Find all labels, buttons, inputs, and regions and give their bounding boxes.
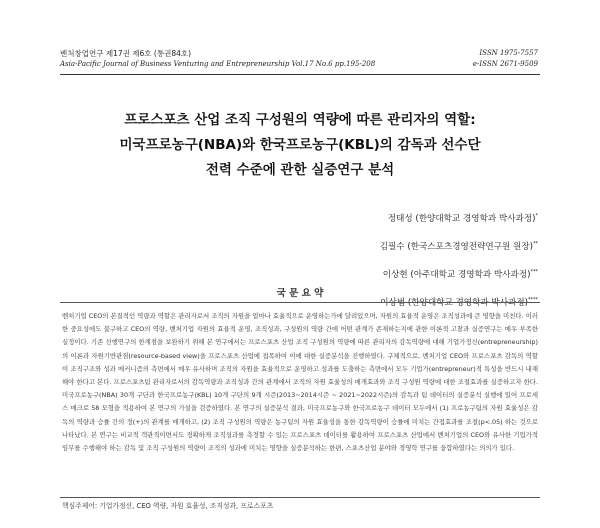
title-line-1: 프로스포츠 산업 조직 구성원의 역량에 따른 관리자의 역할: [124,112,476,128]
journal-name-english: Asia-Pacific Journal of Business Venturing and Entrepreneurship Vol.17 No.6 pp.195-208 [60,60,376,68]
author-affiliation: (한양대학교 경영학과 박사과정) [415,213,536,224]
abstract-top-rule [60,302,540,303]
header-rule [60,74,540,75]
eissn: e-ISSN 2671-9509 [472,60,538,68]
keywords [62,500,273,510]
author-affiliation: (한국스포츠경영전략연구원 원장) [407,241,533,252]
abstract-body: 벤처기업 CEO의 본질적인 역량과 역할은 관리자로서 조직의 자원을 얼마나 효율적으로 운영하는가에 달려있으며, 자원의 효율적 운영은 조직성과에 큰 영향을 미친다. 이러한 중요성에도 불구하고 CEO의 역량, 벤처기업 자원의 효율적 운영, 조직성과, 구성원의 역량 간에 어떤 관계가 존재하는지에 관한 이론적 고찰과 실증연구는 매우 부족한 실정이다. 기존 선행연구의 한계점을 보완하기 위해 본 연구에서는 프로스포츠 산업 조직 구성원의 역량에 따른 관리자의 감독역량에 대해 기업가정신(entrepreneurship)의 이론과 자원기반관점(resource-based view)을 프로스포츠 산업에 접목하여 이에 대한 실증분석을 진행하였다. 구체적으로, 벤처기업 CEO와 프로스포츠 감독의 역할이 조직구조와 성과 메커니즘의 측면에서 매우 유사하며 조직의 자원을 효율적으로 운영하고 성과를 도출하는 측면에서 모두 기업가(entrepreneur)적 특성을 반드시 내재해야 한다고 본다. 프로스포츠팀 관리자로서의 감독역량과 조직성과 간의 관계에서 조직의 자원 효율성의 매개효과와 조직 구성원 역량에 대한 조절효과를 실증하고자 한다. 미국프로농구(NBA) 30개 구단과 한국프로농구(KBL) 10개 구단의 9개 시즌(2013~2014시즌 ~ 2021~2022시즌)의 감독과 팀 데이터의 실증분석 실행에 있어 프로세스 매크로 58 모형을 적용하여 본 연구의 가설을 검증하였다. 본 연구의 실증분석 결과, 미국프로농구와 한국프로농구 데이터 모두에서 (1) 프로농구팀의 자원 효율성은 감독의 역량과 승률 간의 정(+)의 관계를 매개하고, (2) 조직 구성원의 역량은 농구팀의 자원 효율성을 통한 감독역량이 승률에 미치는 간접효과를 조절(p<.05) 하는 것으로 나타났다. 본 연구는 비교적 객관적이면서도 정확하게 조직성과를 측정할 수 있는 프로스포츠 데이터를 활용하여 프로스포츠 산업에서 벤처기업의 CEO와 유사한 기업가적 임무를 수행해야 하는 감독 및 조직 구성원의 역량이 조직의 성과에 미치는 영향을 실증분석하는 한편, 스포츠산업 분야와 경영학 연구를 융합하였다는 의의가 있다. [62,312,538,453]
journal-header [60,48,375,70]
issn: ISSN 1975-7557 [479,49,538,57]
author-row [238,232,538,260]
author-name: 이상범 [380,297,406,308]
author-row [238,260,538,288]
paper-title [60,108,540,183]
author-mark: ** [533,240,538,247]
author-affiliation: (한양대학교 경영학과 박사과정) [407,297,528,308]
author-mark: *** [530,268,538,275]
author-name: 김필수 [379,241,405,252]
author-mark: * [535,213,538,219]
keywords-text: 기업가정신, CEO 역량, 자원 효율성, 조직성과, 프로스포츠 [99,502,274,510]
author-mark: **** [528,296,538,303]
abstract-bottom-rule [60,497,540,498]
author-name: 정태성 [387,213,413,224]
title-line-3: 전력 수준에 관한 실증연구 분석 [205,162,395,178]
author-affiliation: (아주대학교 경영학과 박사과정) [410,269,531,280]
journal-name-korean: 벤처창업연구 제17권 제6호 (통권84호) [60,49,192,58]
author-name: 이상현 [382,269,408,280]
author-row [238,204,538,232]
abstract-heading: 국 문 요 약 [276,288,324,299]
issn-block [473,48,538,70]
keywords-label: 핵심주제어: [62,502,98,510]
title-line-2: 미국프로농구(NBA)와 한국프로농구(KBL)의 감독과 선수단 [119,137,481,153]
